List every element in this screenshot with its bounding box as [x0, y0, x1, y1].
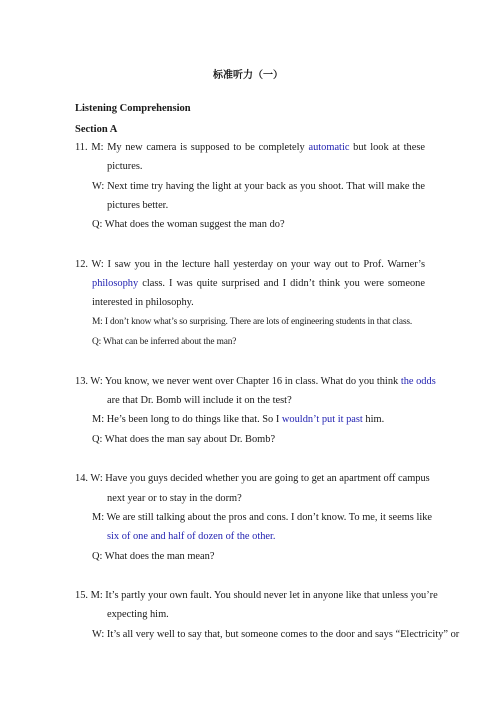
- page-title: 标准听力（一）: [213, 70, 283, 81]
- item-14-line-1: 14. W: Have you guys decided whether you are going to get an apartment off campus: [75, 473, 430, 484]
- highlight-phrase: philosophy: [92, 278, 139, 289]
- item-15-line-1: 15. M: It’s partly your own fault. You should never let in anyone like that unless you’re: [75, 590, 438, 601]
- item-12-line-3: interested in philosophy.: [92, 297, 194, 308]
- item-14-question: Q: What does the man mean?: [92, 551, 215, 562]
- item-12-line-1: 12. W: I saw you in the lecture hall yesterday on your way out to Prof. Warner’s: [75, 259, 425, 270]
- item-13-question: Q: What does the man say about Dr. Bomb?: [92, 434, 276, 445]
- item-13-line-3: M: He’s been long to do things like that. So I wouldn’t put it past him.: [92, 414, 385, 425]
- highlight-phrase: automatic: [308, 142, 350, 153]
- item-14-line-3: M: We are still talking about the pros and cons. I don’t know. To me, it seems like: [92, 512, 433, 523]
- item-11-line-3: W: Next time try having the light at your back as you shoot. That will make the: [92, 181, 425, 192]
- item-13-line-2: are that Dr. Bomb will include it on the test?: [107, 395, 292, 406]
- item-12-line-2: philosophy class. I was quite surprised and I didn’t think you were someone: [92, 278, 425, 289]
- highlight-phrase: the odds: [400, 376, 436, 387]
- item-11-line-1: 11. M: My new camera is supposed to be completely automatic but look at these: [75, 142, 425, 153]
- item-12-line-4: M: I don’t know what’s so surprising. There are lots of engineering students in that class.: [92, 317, 413, 327]
- item-13-line-1: 13. W: You know, we never went over Chapter 16 in class. What do you think the odds: [75, 376, 436, 387]
- item-14-line-2: next year or to stay in the dorm?: [107, 493, 242, 504]
- item-15-line-3: W: It’s all very well to say that, but someone comes to the door and says “Electricity” or: [92, 629, 460, 640]
- highlight-phrase: wouldn’t put it past: [281, 414, 363, 425]
- section-heading-a: Section A: [75, 124, 118, 135]
- item-15-line-2: expecting him.: [107, 609, 169, 620]
- item-11-line-2: pictures.: [107, 161, 143, 172]
- item-11-question: Q: What does the woman suggest the man do?: [92, 219, 285, 230]
- item-12-question: Q: What can be inferred about the man?: [92, 337, 237, 347]
- item-14-line-4: six of one and half of dozen of the other.: [107, 531, 276, 542]
- section-heading-listening: Listening Comprehension: [75, 103, 191, 114]
- item-11-line-4: pictures better.: [107, 200, 169, 211]
